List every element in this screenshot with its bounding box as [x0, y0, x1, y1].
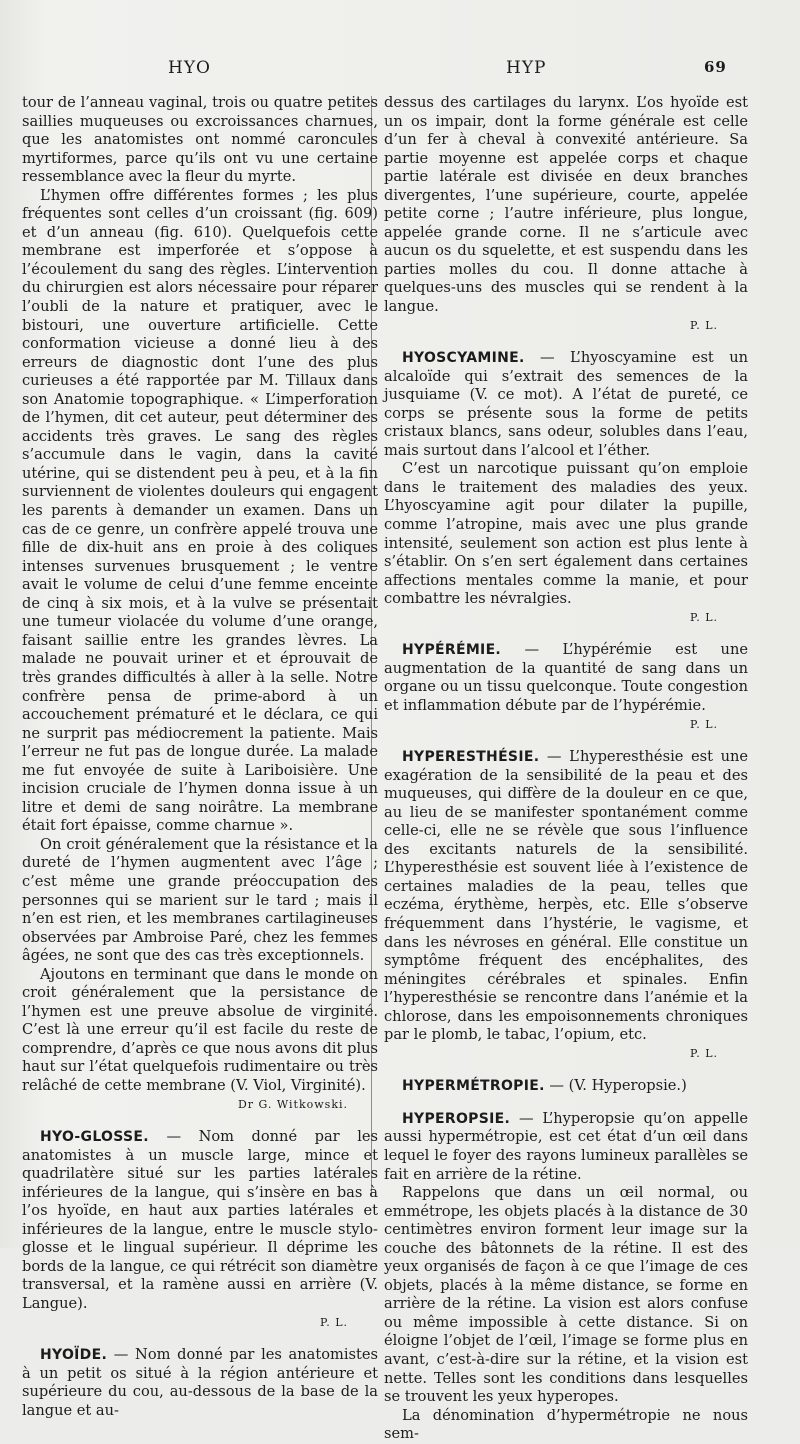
entry-hyperesthesie: [384, 748, 748, 1063]
hymen-paragraph-3: On croit généralement que la résistance et la dureté de l’hymen augmentent avec l’âge ; c’est même une grande préoccupation des personnes qui se marient sur le tard ; mais il n’en est rien, et les membranes cartilagineuses observées par Ambroise Paré, chez les femmes âgées, ne sont que des cas très exceptionnels.: [22, 835, 378, 965]
entry-hyoscyamine: [384, 349, 748, 627]
entry-hyperopsie: [384, 1110, 748, 1444]
headword-hyperemie: HYPÉRÉMIE.: [402, 642, 502, 659]
hymen-signature: Dr G. Witkowski.: [237, 1097, 348, 1111]
hyoide-signature: P. L.: [690, 318, 718, 332]
headword-hyoide: HYOÏDE.: [40, 1347, 108, 1364]
headword-hyo-glosse: HYO-GLOSSE.: [40, 1129, 149, 1146]
entry-hyoide-continuation: [384, 94, 748, 335]
running-head: [0, 58, 800, 82]
hyperemie-text: — L’hypérémie est une augmentation de la quantité de sang dans un organe ou un tissu quelconque. Toute congestion et inflammation débute par de l’hypérémie.: [384, 641, 748, 714]
entry-hyo-glosse: [22, 1128, 378, 1332]
page-number: 69: [704, 58, 727, 76]
entry-hyperemie: [384, 641, 748, 734]
entry-hypermetropie: [384, 1077, 748, 1096]
hyo-glosse-signature: P. L.: [320, 1315, 348, 1329]
left-column: [22, 94, 378, 1420]
entry-hyoide: [22, 1346, 378, 1420]
hymen-paragraph-4: Ajoutons en terminant que dans le monde on croit généralement que la persistance de l’hymen est une preuve absolue de virginité. C’est là une erreur qu’il est facile du reste de comprendre, d’après ce que nous avons dit plus haut sur l’état quelquefois rudimentaire ou très relâché de cette membrane (V. Viol, Virginité).: [22, 965, 378, 1094]
right-column: [384, 94, 748, 1444]
headword-hyperopsie: HYPEROPSIE.: [402, 1110, 511, 1127]
hyoide-text: — Nom donné par les anatomistes à un petit os situé à la région antérieure et supérieure du cou, au-dessous de la base de la langue et au-: [22, 1346, 378, 1419]
running-head-left: HYO: [168, 58, 211, 78]
running-head-right: HYP: [506, 58, 547, 78]
hyoscyamine-paragraph-1: — L’hyoscyamine est un alcaloïde qui s’extrait des semences de la jusquiame (V. ce mot). A l’état de pureté, ce corps se présente sous la forme de petits cristaux blancs, sans odeur, solubles dans l’eau, mais surtout dans l’alcool et l’éther.: [384, 349, 748, 459]
hyperopsie-paragraph-3: La dénomination d’hypermétropie ne nous sem-: [384, 1406, 748, 1443]
hymen-paragraph-1: tour de l’anneau vaginal, trois ou quatre petites saillies muqueuses ou excroissances charnues, que les anatomistes ont nommé caroncules myrtiformes, parce qu’ils ont vu une certaine ressemblance avec la fleur du myrte.: [22, 94, 378, 186]
hyperemie-signature: P. L.: [690, 717, 718, 731]
hyperopsie-paragraph-2: Rappelons que dans un œil normal, ou emmétrope, les objets placés à la distance de 30 centimètres environ forment leur image sur la couche des bâtonnets de la rétine. Il est des yeux organisés de façon à ce que l’image de ces objets, placés à la même distance, se forme en arrière de la rétine. La vision est alors confuse ou même impossible à cette distance. Si on éloigne l’objet de l’œil, l’image se forme plus en avant, c’est-à-dire sur la rétine, et la vision est nette. Telles sont les conditions dans lesquelles se trouvent les yeux hyperopes.: [384, 1184, 748, 1406]
hyoscyamine-signature: P. L.: [690, 610, 718, 624]
hypermetropie-text: — (V. Hyperopsie.): [549, 1077, 687, 1095]
hyperopsie-paragraph-1: — L’hyperopsie qu’on appelle aussi hypermétropie, est cet état d’un œil dans lequel le foyer des rayons lumineux parallèles se fait en arrière de la rétine.: [384, 1109, 749, 1183]
hyo-glosse-text: — Nom donné par les anatomistes à un muscle large, mince et quadrilatère situé sur les parties latérales inférieures de la langue, qui s’insère en bas à l’os hyoïde, en haut aux parties latérales et inférieures de la langue, entre le muscle stylo-glosse et le lingual supérieur. Il déprime les bords de la langue, ce qui rétrécit son diamètre transversal, et la ramène aussi en arrière (V. Langue).: [22, 1128, 379, 1312]
hyperesthesie-text: — L’hyperesthésie est une exagération de la sensibilité de la peau et des muqueuses, qui diffère de la douleur en ce que, au lieu de se manifester spontanément comme celle-ci, elle ne se révèle que sous l’influence des excitants naturels de la sensibilité. L’hyperesthésie est souvent liée à l’existence de certaines maladies de la peau, telles que eczéma, érythème, herpès, etc. Elle s’observe fréquemment dans l’hystérie, le vagisme, et dans les névroses en général. Elle constitue un symptôme fréquent des encéphalites, des méningites cérébrales et spinales. Enfin l’hyperesthésie se rencontre dans l’anémie et la chlorose, dans les empoisonnements chroniques par le plomb, le tabac, l’opium, etc.: [384, 748, 748, 1044]
hymen-paragraph-2: L’hymen offre différentes formes ; les plus fréquentes sont celles d’un croissant (fig. 609) et d’un anneau (fig. 610). Quelquefois cette membrane est imperforée et s’oppose à l’écoulement du sang des règles. L’intervention du chirurgien est alors nécessaire pour réparer l’oubli de la nature et pratiquer, avec le bistouri, une ouverture artificielle. Cette conformation vicieuse a donné lieu à des erreurs de diagnostic dont l’une des plus curieuses a été rapportée par M. Tillaux dans son Anatomie topographique. « L’imperforation de l’hymen, dit cet auteur, peut déterminer des accidents très graves. Le sang des règles s’accumule dans le vagin, dans la cavité utérine, qui se distendent peu à peu, et à la fin surviennent de violentes douleurs qui engagent les parents à demander un examen. Dans un cas de ce genre, un confrère appelé trouva une fille de dix-huit ans en proie à des coliques intenses survenues brusquement ; le ventre avait le volume de celui d’une femme enceinte de cinq à six mois, et à la vulve se présentait une tumeur violacée du volume d’une orange, faisant saillie entre les grandes lèvres. La malade ne pouvait uriner et et éprouvait de très grandes difficultés à aller à la selle. Notre confrère pensa de prime-abord à un accouchement prématuré et le déclara, ce qui ne surprit pas médiocrement la patiente. Mais l’erreur ne fut pas de longue durée. La malade me fut envoyée de suite à Lariboisière. Une incision cruciale de l’hymen donna issue à un litre et demi de sang noirâtre. La membrane était fort épaisse, comme charnue ».: [22, 186, 378, 835]
headword-hyoscyamine: HYOSCYAMINE.: [402, 350, 525, 367]
headword-hypermetropie: HYPERMÉTROPIE.: [402, 1078, 545, 1095]
headword-hyperesthesie: HYPERESTHÉSIE.: [402, 749, 540, 766]
hyperesthesie-signature: P. L.: [690, 1046, 718, 1060]
entry-hymen-continuation: [22, 94, 378, 1114]
hyoscyamine-paragraph-2: C’est un narcotique puissant qu’on emploie dans le traitement des maladies des yeux. L’hyoscyamine agit pour dilater la pupille, comme l’atropine, mais avec une plus grande intensité, seulement son action est plus lente à s’établir. On s’en sert également dans certaines affections mentales comme la manie, et pour combattre les névralgies.: [384, 460, 748, 608]
hyoide-continuation-text: dessus des cartilages du larynx. L’os hyoïde est un os impair, dont la forme générale est celle d’un fer à cheval à convexité antérieure. Sa partie moyenne est appelée corps et chaque partie latérale est divisée en deux branches divergentes, l’une supérieure, courte, appelée petite corne ; l’autre inférieure, plus longue, appelée grande corne. Il ne s’articule avec aucun os du squelette, et est suspendu dans les parties molles du cou. Il donne attache à quelques-uns des muscles qui se rendent à la langue.: [384, 94, 748, 316]
